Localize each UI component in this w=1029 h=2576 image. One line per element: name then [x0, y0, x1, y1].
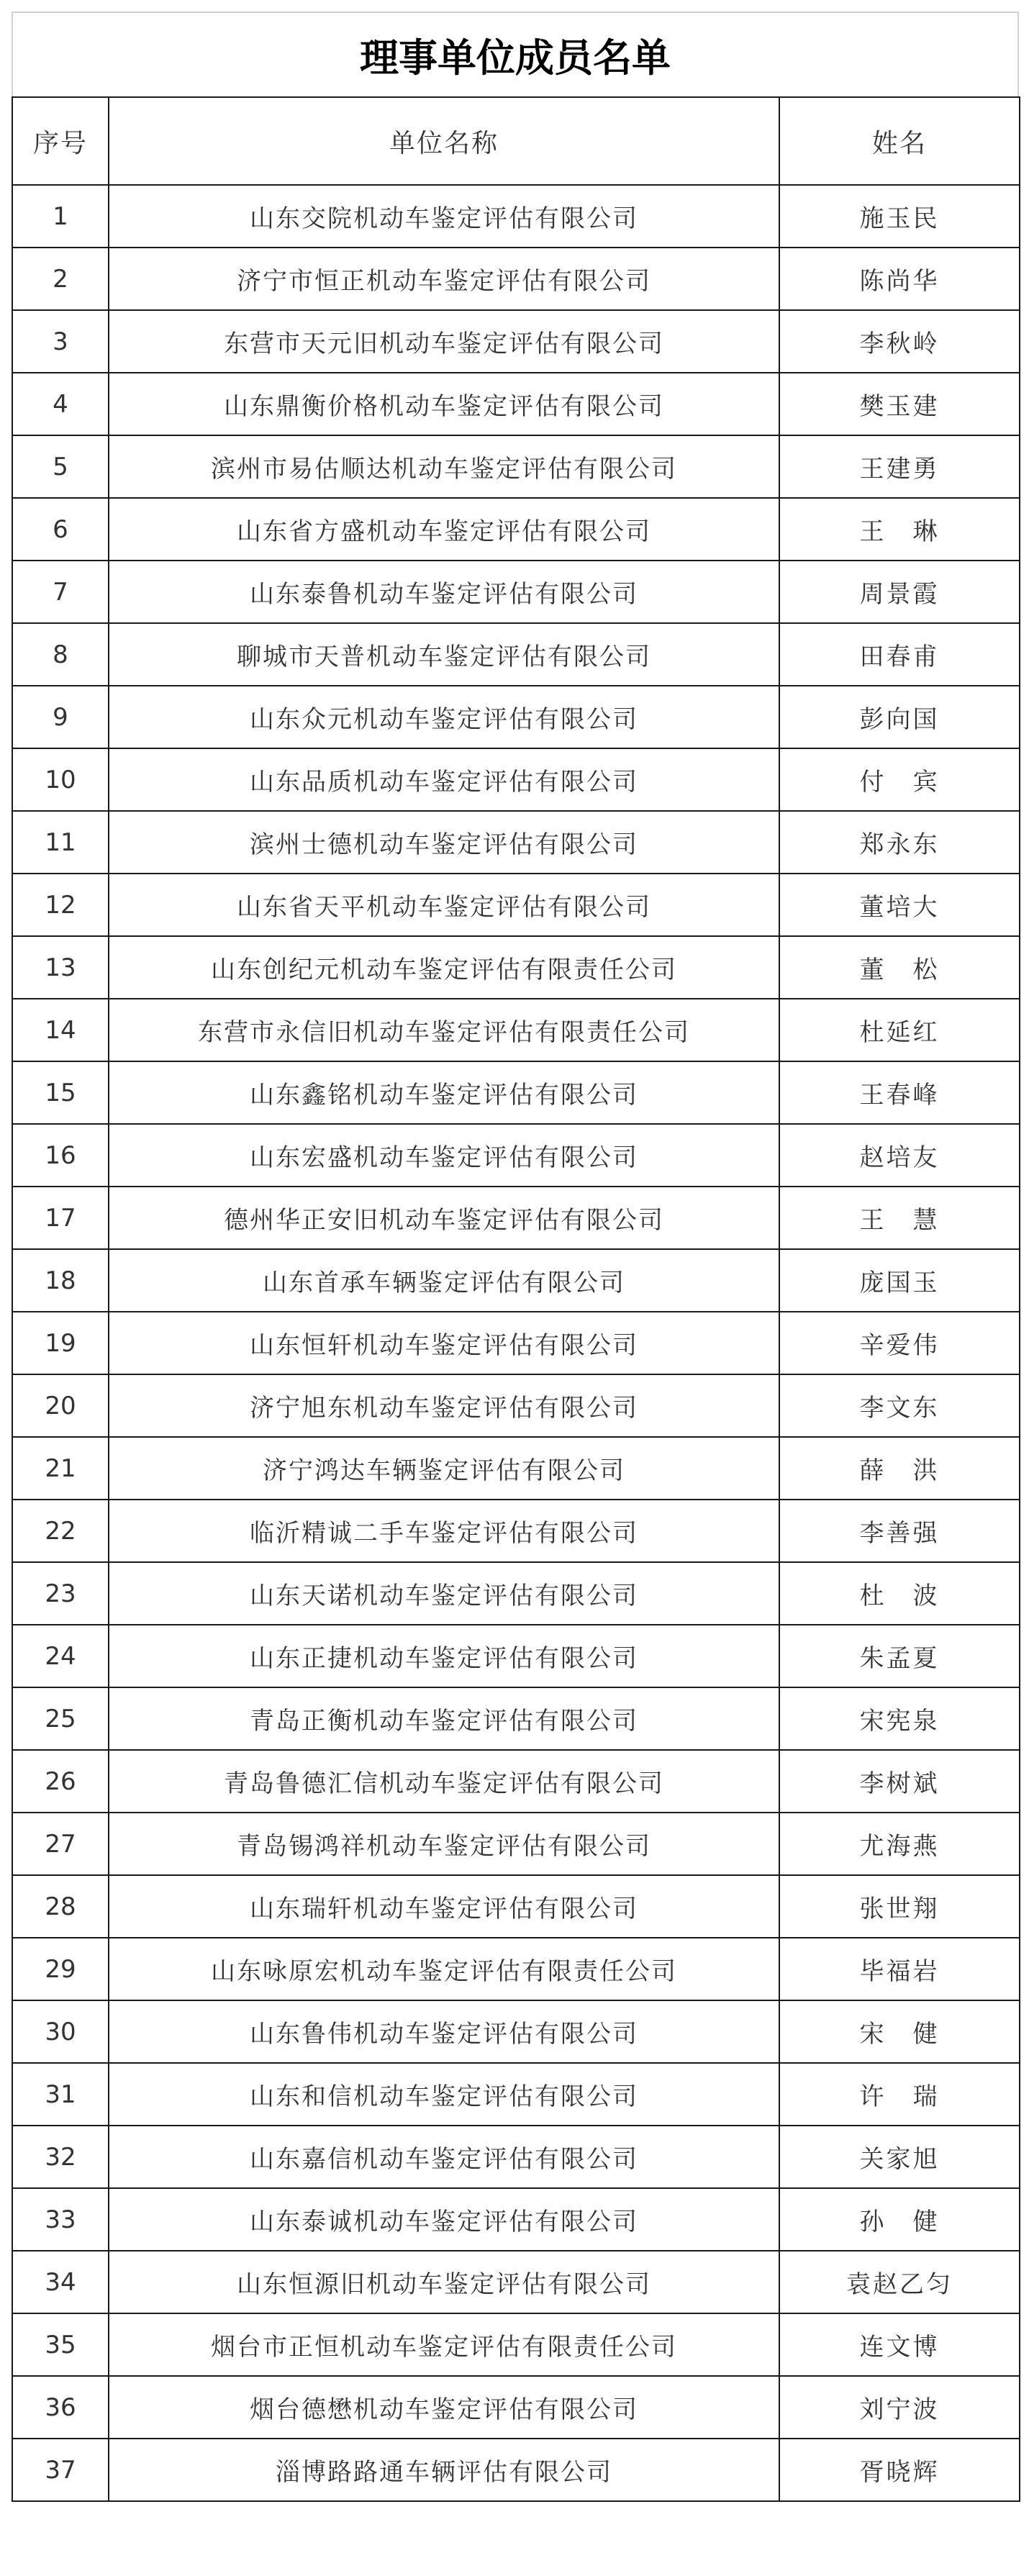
document-title: 理事单位成员名单 — [12, 12, 1019, 96]
table-row — [12, 623, 1020, 686]
member-name: 王 慧 — [779, 1187, 1020, 1249]
row-number: 2 — [12, 248, 109, 310]
table-row — [12, 686, 1020, 748]
table-row — [12, 1249, 1020, 1312]
member-name: 辛爱伟 — [779, 1312, 1020, 1374]
table-row — [12, 1813, 1020, 1875]
table-row — [12, 1374, 1020, 1437]
unit-name: 山东天诺机动车鉴定评估有限公司 — [109, 1562, 779, 1625]
member-table — [12, 96, 1020, 2502]
table-row — [12, 1124, 1020, 1187]
unit-name: 青岛锡鸿祥机动车鉴定评估有限公司 — [109, 1813, 779, 1875]
member-name: 庞国玉 — [779, 1249, 1020, 1312]
unit-name: 德州华正安旧机动车鉴定评估有限公司 — [109, 1187, 779, 1249]
unit-name: 山东鼎衡价格机动车鉴定评估有限公司 — [109, 373, 779, 435]
table-header-row — [12, 97, 1020, 185]
table-row — [12, 748, 1020, 811]
member-name: 尤海燕 — [779, 1813, 1020, 1875]
unit-name: 山东咏原宏机动车鉴定评估有限责任公司 — [109, 1938, 779, 2000]
member-name: 胥晓辉 — [779, 2439, 1020, 2501]
member-name: 关家旭 — [779, 2126, 1020, 2188]
unit-name: 山东品质机动车鉴定评估有限公司 — [109, 748, 779, 811]
member-name: 王春峰 — [779, 1061, 1020, 1124]
member-name: 许 瑞 — [779, 2063, 1020, 2126]
row-number: 32 — [12, 2126, 109, 2188]
unit-name: 山东众元机动车鉴定评估有限公司 — [109, 686, 779, 748]
row-number: 30 — [12, 2000, 109, 2063]
table-row — [12, 1562, 1020, 1625]
row-number: 28 — [12, 1875, 109, 1938]
unit-name: 山东泰诚机动车鉴定评估有限公司 — [109, 2188, 779, 2251]
table-row — [12, 185, 1020, 248]
row-number: 1 — [12, 185, 109, 248]
unit-name: 青岛正衡机动车鉴定评估有限公司 — [109, 1687, 779, 1750]
table-row — [12, 373, 1020, 435]
unit-name: 滨州士德机动车鉴定评估有限公司 — [109, 811, 779, 874]
member-name: 宋宪泉 — [779, 1687, 1020, 1750]
member-name: 付 宾 — [779, 748, 1020, 811]
table-row — [12, 2376, 1020, 2439]
row-number: 22 — [12, 1500, 109, 1562]
row-number: 7 — [12, 561, 109, 623]
table-row — [12, 2313, 1020, 2376]
table-row — [12, 999, 1020, 1061]
unit-name: 烟台市正恒机动车鉴定评估有限责任公司 — [109, 2313, 779, 2376]
row-number: 23 — [12, 1562, 109, 1625]
row-number: 35 — [12, 2313, 109, 2376]
row-number: 11 — [12, 811, 109, 874]
member-name: 孙 健 — [779, 2188, 1020, 2251]
member-name: 李树斌 — [779, 1750, 1020, 1813]
member-name: 毕福岩 — [779, 1938, 1020, 2000]
table-row — [12, 1875, 1020, 1938]
unit-name: 山东鲁伟机动车鉴定评估有限公司 — [109, 2000, 779, 2063]
unit-name: 山东宏盛机动车鉴定评估有限公司 — [109, 1124, 779, 1187]
member-name: 郑永东 — [779, 811, 1020, 874]
unit-name: 山东省天平机动车鉴定评估有限公司 — [109, 874, 779, 936]
unit-name: 山东交院机动车鉴定评估有限公司 — [109, 185, 779, 248]
table-row — [12, 2439, 1020, 2501]
table-row — [12, 435, 1020, 498]
row-number: 18 — [12, 1249, 109, 1312]
row-number: 19 — [12, 1312, 109, 1374]
unit-name: 山东瑞轩机动车鉴定评估有限公司 — [109, 1875, 779, 1938]
member-name: 杜延红 — [779, 999, 1020, 1061]
row-number: 13 — [12, 936, 109, 999]
member-name: 宋 健 — [779, 2000, 1020, 2063]
member-name: 樊玉建 — [779, 373, 1020, 435]
row-number: 9 — [12, 686, 109, 748]
table-row — [12, 1687, 1020, 1750]
unit-name: 聊城市天普机动车鉴定评估有限公司 — [109, 623, 779, 686]
row-number: 27 — [12, 1813, 109, 1875]
unit-name: 临沂精诚二手车鉴定评估有限公司 — [109, 1500, 779, 1562]
row-number: 16 — [12, 1124, 109, 1187]
unit-name: 山东泰鲁机动车鉴定评估有限公司 — [109, 561, 779, 623]
unit-name: 烟台德懋机动车鉴定评估有限公司 — [109, 2376, 779, 2439]
row-number: 37 — [12, 2439, 109, 2501]
table-row — [12, 561, 1020, 623]
table-row — [12, 1187, 1020, 1249]
member-name: 李文东 — [779, 1374, 1020, 1437]
row-number: 14 — [12, 999, 109, 1061]
member-name: 杜 波 — [779, 1562, 1020, 1625]
row-number: 26 — [12, 1750, 109, 1813]
member-name: 施玉民 — [779, 185, 1020, 248]
row-number: 34 — [12, 2251, 109, 2313]
member-name: 周景霞 — [779, 561, 1020, 623]
table-row — [12, 811, 1020, 874]
unit-name: 滨州市易估顺达机动车鉴定评估有限公司 — [109, 435, 779, 498]
table-row — [12, 1750, 1020, 1813]
column-header-unit: 单位名称 — [109, 97, 779, 185]
member-name: 连文博 — [779, 2313, 1020, 2376]
row-number: 17 — [12, 1187, 109, 1249]
row-number: 24 — [12, 1625, 109, 1687]
table-row — [12, 1312, 1020, 1374]
row-number: 6 — [12, 498, 109, 561]
unit-name: 山东鑫铭机动车鉴定评估有限公司 — [109, 1061, 779, 1124]
member-name: 张世翔 — [779, 1875, 1020, 1938]
unit-name: 济宁旭东机动车鉴定评估有限公司 — [109, 1374, 779, 1437]
row-number: 21 — [12, 1437, 109, 1500]
member-name: 李秋岭 — [779, 310, 1020, 373]
member-name: 王 琳 — [779, 498, 1020, 561]
member-name: 陈尚华 — [779, 248, 1020, 310]
unit-name: 济宁鸿达车辆鉴定评估有限公司 — [109, 1437, 779, 1500]
member-name: 王建勇 — [779, 435, 1020, 498]
unit-name: 山东和信机动车鉴定评估有限公司 — [109, 2063, 779, 2126]
row-number: 4 — [12, 373, 109, 435]
table-row — [12, 2000, 1020, 2063]
row-number: 20 — [12, 1374, 109, 1437]
member-name: 薛 洪 — [779, 1437, 1020, 1500]
table-row — [12, 936, 1020, 999]
unit-name: 济宁市恒正机动车鉴定评估有限公司 — [109, 248, 779, 310]
unit-name: 淄博路路通车辆评估有限公司 — [109, 2439, 779, 2501]
row-number: 10 — [12, 748, 109, 811]
unit-name: 青岛鲁德汇信机动车鉴定评估有限公司 — [109, 1750, 779, 1813]
column-header-no: 序号 — [12, 97, 109, 185]
table-row — [12, 1500, 1020, 1562]
table-row — [12, 498, 1020, 561]
row-number: 5 — [12, 435, 109, 498]
member-name: 李善强 — [779, 1500, 1020, 1562]
column-header-name: 姓名 — [779, 97, 1020, 185]
table-row — [12, 1625, 1020, 1687]
unit-name: 东营市天元旧机动车鉴定评估有限公司 — [109, 310, 779, 373]
member-name: 董 松 — [779, 936, 1020, 999]
unit-name: 山东创纪元机动车鉴定评估有限责任公司 — [109, 936, 779, 999]
row-number: 3 — [12, 310, 109, 373]
table-row — [12, 310, 1020, 373]
member-name: 田春甫 — [779, 623, 1020, 686]
table-row — [12, 2126, 1020, 2188]
member-name: 朱孟夏 — [779, 1625, 1020, 1687]
table-body — [12, 185, 1020, 2501]
row-number: 15 — [12, 1061, 109, 1124]
row-number: 8 — [12, 623, 109, 686]
unit-name: 山东恒轩机动车鉴定评估有限公司 — [109, 1312, 779, 1374]
member-name: 赵培友 — [779, 1124, 1020, 1187]
member-name: 袁赵乙匀 — [779, 2251, 1020, 2313]
member-name: 彭向国 — [779, 686, 1020, 748]
member-name: 刘宁波 — [779, 2376, 1020, 2439]
row-number: 31 — [12, 2063, 109, 2126]
row-number: 33 — [12, 2188, 109, 2251]
table-row — [12, 2063, 1020, 2126]
row-number: 29 — [12, 1938, 109, 2000]
unit-name: 山东嘉信机动车鉴定评估有限公司 — [109, 2126, 779, 2188]
member-name: 董培大 — [779, 874, 1020, 936]
table-row — [12, 248, 1020, 310]
table-row — [12, 1437, 1020, 1500]
unit-name: 山东恒源旧机动车鉴定评估有限公司 — [109, 2251, 779, 2313]
table-row — [12, 874, 1020, 936]
row-number: 25 — [12, 1687, 109, 1750]
unit-name: 山东首承车辆鉴定评估有限公司 — [109, 1249, 779, 1312]
unit-name: 山东正捷机动车鉴定评估有限公司 — [109, 1625, 779, 1687]
unit-name: 东营市永信旧机动车鉴定评估有限责任公司 — [109, 999, 779, 1061]
row-number: 36 — [12, 2376, 109, 2439]
row-number: 12 — [12, 874, 109, 936]
table-row — [12, 1938, 1020, 2000]
table-row — [12, 2251, 1020, 2313]
unit-name: 山东省方盛机动车鉴定评估有限公司 — [109, 498, 779, 561]
table-row — [12, 1061, 1020, 1124]
table-row — [12, 2188, 1020, 2251]
